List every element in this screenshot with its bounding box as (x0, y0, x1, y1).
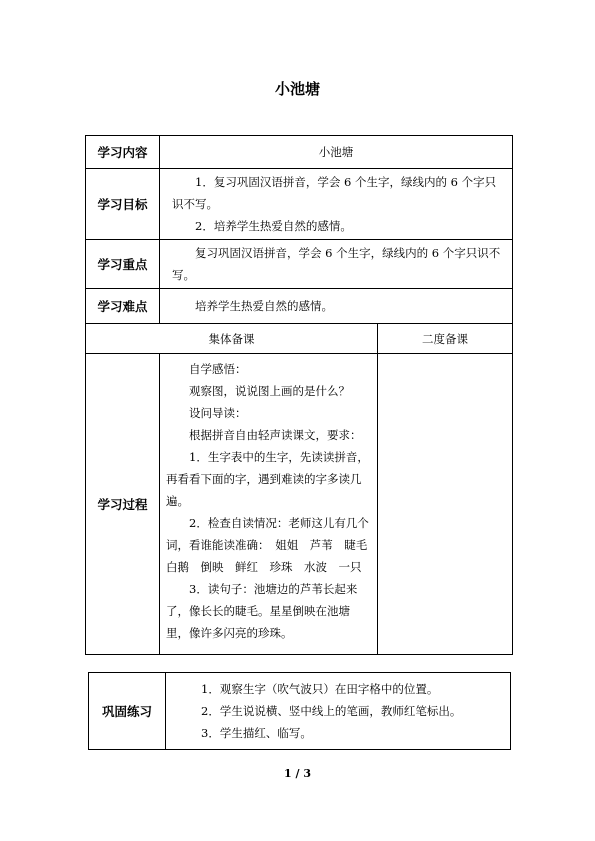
group-prep-header: 集体备课 (86, 324, 378, 354)
goal-cell (160, 169, 513, 240)
practice-line-2: 2．学生说说横、竖中线上的笔画，教师红笔标出。 (201, 704, 462, 718)
second-prep-header: 二度备课 (378, 324, 513, 354)
process-line-6: 2．检查自读情况：老师这儿有几个词，看谁能读准确： 姐姐 芦苇 睫毛 白鹅 倒映 鲜红 珍珠 水波 一只 (166, 516, 379, 574)
process-line-4: 根据拼音自由轻声读课文，要求： (189, 428, 362, 442)
page-title: 小池塘 (274, 80, 320, 98)
goal-line-1: 1．复习巩固汉语拼音，学会 6 个生字，绿线内的 6 个字只识不写。 (172, 175, 497, 211)
practice-cell (166, 673, 511, 750)
process-line-2: 观察图，说说图上画的是什么？ (189, 384, 350, 398)
practice-line-1: 1．观察生字（吹气波只）在田字格中的位置。 (201, 682, 439, 696)
practice-label: 巩固练习 (89, 673, 166, 750)
content-value: 小池塘 (160, 136, 513, 169)
goal-label: 学习目标 (86, 169, 160, 240)
content-label: 学习内容 (86, 136, 160, 169)
process-line-7: 3．读句子：池塘边的芦苇长起来了，像长长的睫毛。星星倒映在池塘里，像许多闪亮的珍珠。 (166, 582, 358, 640)
second-prep-cell (378, 354, 513, 655)
row-goal (86, 169, 513, 240)
difficulty-cell (160, 289, 513, 324)
page-number: 1 / 3 (284, 767, 311, 780)
key-cell (160, 240, 513, 289)
row-prep-headers (86, 324, 513, 354)
difficulty-label: 学习难点 (86, 289, 160, 324)
key-label: 学习重点 (86, 240, 160, 289)
process-line-3: 设问导读： (189, 406, 247, 420)
lesson-plan-table (85, 135, 513, 655)
process-line-1: 自学感悟： (189, 362, 247, 376)
row-practice (89, 673, 511, 750)
process-cell (160, 354, 378, 655)
process-label: 学习过程 (86, 354, 160, 655)
row-key-point (86, 240, 513, 289)
goal-line-2: 2．培养学生热爱自然的感情。 (195, 219, 352, 233)
row-content (86, 136, 513, 169)
row-difficulty (86, 289, 513, 324)
process-line-5: 1．生字表中的生字，先读读拼音，再看看下面的字，遇到难读的字多读几遍。 (166, 450, 369, 508)
key-text: 复习巩固汉语拼音，学会 6 个生字，绿线内的 6 个字只识不写。 (172, 246, 501, 282)
practice-table (88, 672, 511, 750)
practice-line-3: 3．学生描红、临写。 (201, 726, 312, 740)
row-process (86, 354, 513, 655)
difficulty-text: 培养学生热爱自然的感情。 (195, 299, 333, 313)
